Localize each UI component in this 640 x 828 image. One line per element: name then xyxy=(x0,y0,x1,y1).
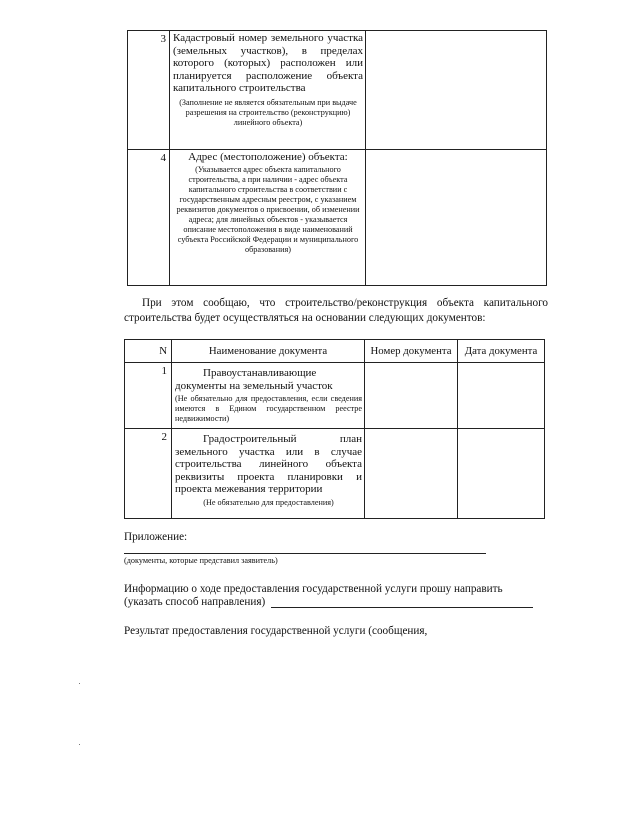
header-document-name: Наименование документа xyxy=(172,340,365,363)
info-request-line: Информацию о ходе предоставления государственной услуги прошу направить xyxy=(124,583,503,595)
cadastral-number-note: (Заполнение не является обязательным при выдаче разрешения на строительство (реконструкцию) линейного объекта) xyxy=(179,97,357,127)
scan-speck xyxy=(79,683,80,684)
info-method-label: (указать способ направления) xyxy=(124,596,266,608)
title-documents-note: (Не обязательно для предоставления, если сведения имеются в Едином государственном реестре недвижимости) xyxy=(175,394,362,423)
object-info-table xyxy=(127,30,547,286)
row-number: 1 xyxy=(125,363,172,429)
urban-plan-note: (Не обязательно для предоставления) xyxy=(203,497,334,507)
table-row xyxy=(125,429,545,519)
documents-intro-paragraph: При этом сообщаю, что строительство/реконструкция объекта капитального строительства будет осуществляться на основании следующих документов: xyxy=(124,297,548,324)
address-label: Адрес (местоположение) объекта: xyxy=(188,151,348,163)
urban-plan-label: Градостроительный план земельного участка или в случае строительства линейного объекта реквизиты проекта планировки и проекта межевания территории xyxy=(175,433,362,495)
title-documents-label: Правоустанавливающие документы на земельный участок xyxy=(175,367,333,392)
row-description xyxy=(170,31,366,150)
attachment-label: Приложение: xyxy=(124,531,188,543)
row-description xyxy=(172,429,365,519)
address-note: (Указывается адрес объекта капитального строительства, а при наличии - адрес объекта капитального строительства в соответствии с государственным адресным реестром, с указанием реквизитов документов о присвоении, об изменении адреса; для линейных объектов - указывается описание местоположения в виде наименований субъекта Российской Федерации и муниципального образования) xyxy=(176,164,360,254)
header-document-date: Дата документа xyxy=(458,340,545,363)
urban-plan-date[interactable] xyxy=(458,429,545,519)
attachment-caption: (документы, которые представил заявитель) xyxy=(124,556,278,565)
scan-speck xyxy=(79,744,80,745)
result-text: Результат предоставления государственной услуги (сообщения, xyxy=(124,625,428,637)
table-header-row xyxy=(125,340,545,363)
attachment-line[interactable] xyxy=(124,553,486,554)
table-row xyxy=(125,363,545,429)
table-row xyxy=(128,31,547,150)
row-number: 4 xyxy=(128,150,170,286)
info-method-line[interactable] xyxy=(271,607,533,608)
urban-plan-number[interactable] xyxy=(365,429,458,519)
row-number: 3 xyxy=(128,31,170,150)
row-number: 2 xyxy=(125,429,172,519)
title-documents-date[interactable] xyxy=(458,363,545,429)
cadastral-number-label: Кадастровый номер земельного участка (земельных участков), в пределах которого (которых) расположен или планируется расположение объекта капитального строительства xyxy=(173,32,363,94)
cadastral-number-value[interactable] xyxy=(366,31,547,150)
row-description xyxy=(172,363,365,429)
header-document-number: Номер документа xyxy=(365,340,458,363)
title-documents-number[interactable] xyxy=(365,363,458,429)
row-description xyxy=(170,150,366,286)
table-row xyxy=(128,150,547,286)
documents-table xyxy=(124,339,545,519)
header-number: N xyxy=(125,340,172,363)
address-value[interactable] xyxy=(366,150,547,286)
